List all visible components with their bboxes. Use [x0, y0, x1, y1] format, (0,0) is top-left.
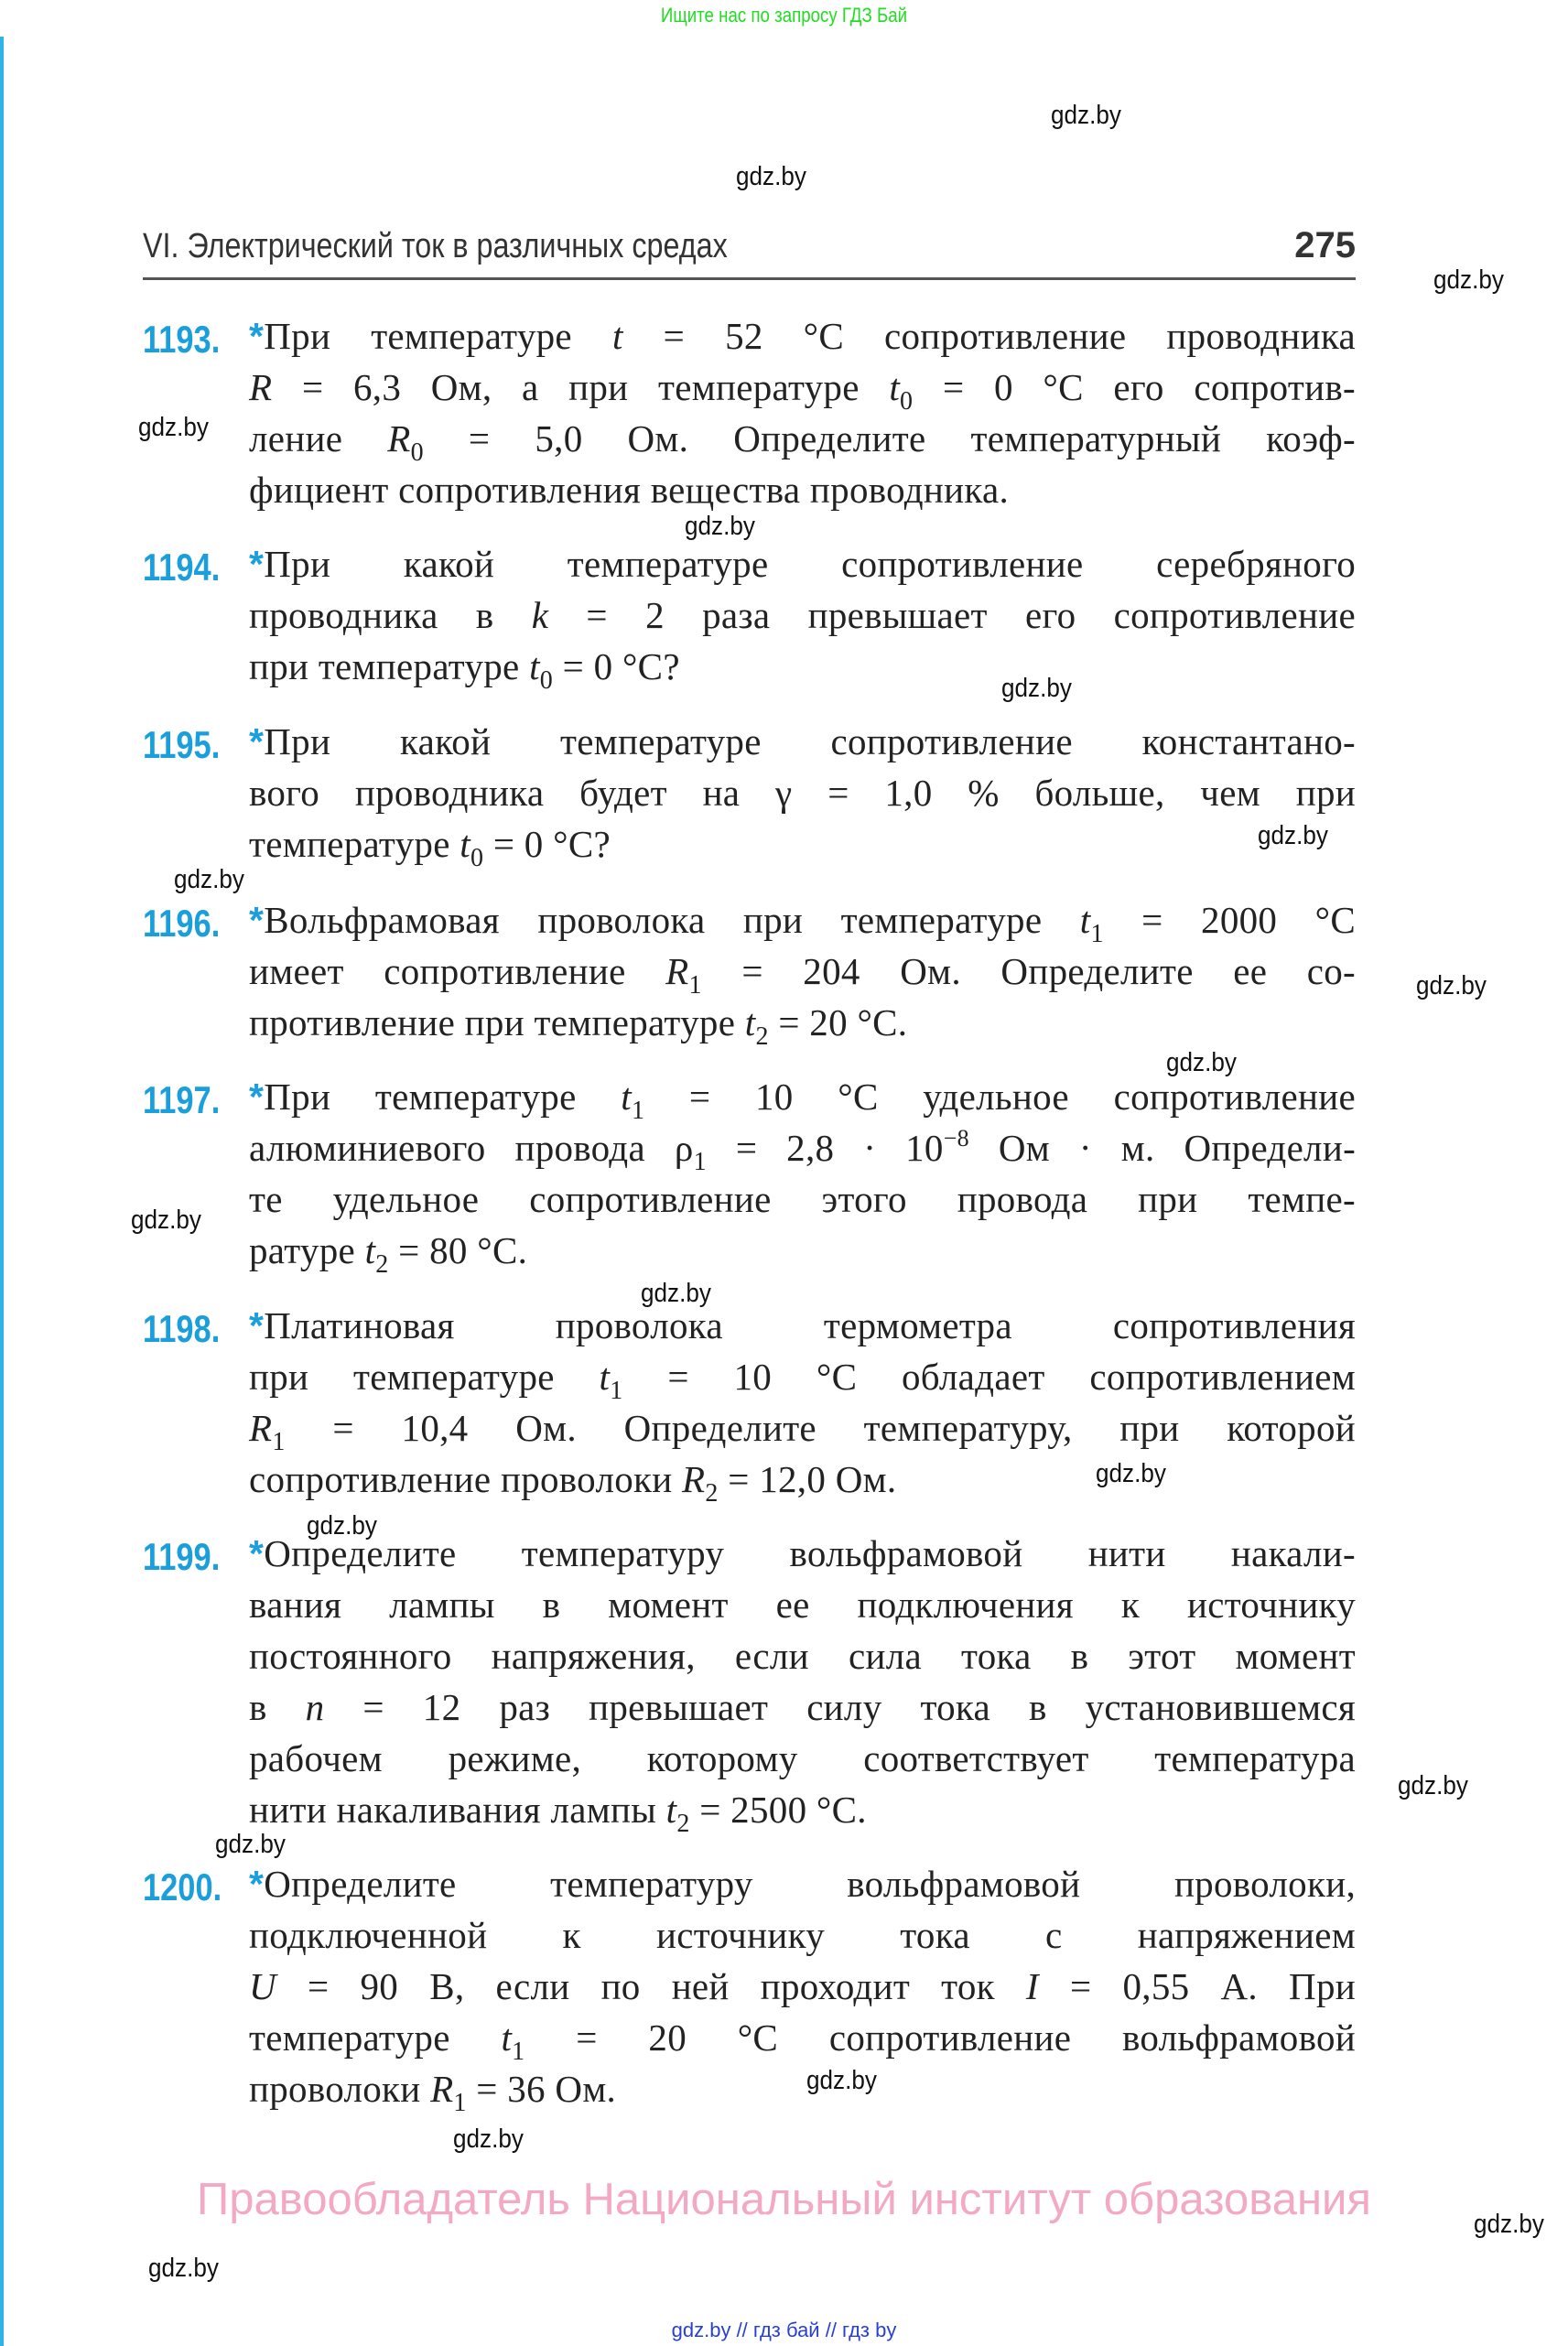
- text-run: при температуре: [249, 1356, 600, 1398]
- text-line: [249, 1964, 1356, 2016]
- watermark-gdz: gdz.by: [1474, 2210, 1544, 2239]
- problem-text: [249, 1075, 1356, 1280]
- text-line: [249, 1075, 1356, 1126]
- asterisk-marker: *: [249, 1863, 265, 1905]
- text-line: [249, 1457, 1356, 1508]
- watermark-gdz: gdz.by: [453, 2124, 524, 2154]
- page-number: 275: [1294, 225, 1356, 265]
- text-run: в: [249, 1686, 306, 1728]
- text-run: При температуре: [264, 1076, 622, 1118]
- subscript: 1: [610, 1377, 623, 1405]
- variable: t: [460, 823, 470, 865]
- text-run: = 2000 °C: [1103, 899, 1356, 941]
- text-run: = 36 Ом.: [466, 2068, 617, 2110]
- variable: t: [529, 645, 540, 687]
- variable: n: [305, 1686, 325, 1728]
- problem-text: [249, 898, 1356, 1052]
- text-line: [249, 2016, 1356, 2067]
- problem-item: [143, 1303, 1356, 1508]
- variable: t: [621, 1076, 632, 1118]
- text-run: = 12 раз превышает силу тока в установившемся: [324, 1686, 1356, 1728]
- watermark-gdz: gdz.by: [685, 512, 755, 541]
- watermark-gdz: gdz.by: [307, 1511, 377, 1541]
- variable: R: [387, 417, 411, 459]
- problem-item: [143, 314, 1356, 519]
- problem-number: 1198.: [143, 1307, 221, 1350]
- text-run: При температуре: [264, 315, 612, 357]
- variable: t: [611, 315, 623, 357]
- subscript: 1: [693, 1148, 707, 1176]
- text-run: = 80 °C.: [388, 1229, 528, 1271]
- superscript: −8: [943, 1125, 969, 1151]
- problem-number: 1193.: [143, 318, 221, 361]
- variable: t: [501, 2016, 513, 2059]
- text-run: = 2500 °C.: [689, 1789, 867, 1831]
- watermark-gdz: gdz.by: [1096, 1459, 1166, 1488]
- text-run: Платиновая проволока термометра сопротивления: [264, 1304, 1356, 1346]
- problem-item: [143, 1862, 1356, 2118]
- problem-number: 1200.: [143, 1865, 222, 1908]
- text-run: рабочем режиме, которому соответствует температура: [249, 1737, 1356, 1779]
- text-line: [249, 1303, 1356, 1355]
- text-line: [249, 1583, 1356, 1634]
- asterisk-marker: *: [249, 1532, 265, 1574]
- text-run: = 0 °C его сопротив-: [913, 366, 1356, 408]
- watermark-gdz: gdz.by: [138, 413, 209, 442]
- text-run: = 52 °C сопротивление проводника: [622, 315, 1357, 357]
- watermark-gdz: gdz.by: [174, 865, 244, 894]
- text-run: алюминиевого провода ρ: [249, 1127, 694, 1169]
- text-line: [249, 1788, 1356, 1839]
- subscript: 1: [272, 1428, 286, 1456]
- text-run: = 10 °C обладает сопротивлением: [622, 1356, 1356, 1398]
- variable: R: [249, 1407, 273, 1449]
- text-line: [249, 1000, 1356, 1052]
- subscript: 2: [676, 1810, 690, 1838]
- text-line: [249, 593, 1356, 644]
- variable: t: [665, 1789, 677, 1831]
- text-run: имеет сопротивление: [249, 950, 666, 992]
- text-run: = 0 °C?: [483, 823, 611, 865]
- text-run: фициент сопротивления вещества проводника.: [249, 469, 1010, 511]
- watermark-gdz: gdz.by: [1051, 101, 1121, 130]
- asterisk-marker: *: [249, 899, 265, 941]
- asterisk-marker: *: [249, 1304, 265, 1346]
- asterisk-marker: *: [249, 1076, 265, 1118]
- problem-text: [249, 314, 1356, 519]
- text-run: = 12,0 Ом.: [718, 1458, 897, 1500]
- text-run: проводника в: [249, 594, 532, 636]
- problem-text: [249, 1531, 1356, 1839]
- problem-number: 1197.: [143, 1078, 221, 1121]
- variable: t: [364, 1229, 376, 1271]
- text-run: подключенной к источнику тока с напряжением: [249, 1914, 1356, 1956]
- variable: R: [249, 366, 273, 408]
- problem-item: [143, 542, 1356, 696]
- text-run: Ом · м. Определи-: [968, 1127, 1357, 1169]
- watermark-gdz: gdz.by: [1001, 674, 1072, 703]
- text-run: = 5,0 Ом. Определите температурный коэф-: [423, 417, 1356, 459]
- watermark-gdz: gdz.by: [131, 1205, 201, 1235]
- text-line: [249, 898, 1356, 949]
- text-run: Определите температуру вольфрамовой нити накали-: [264, 1532, 1356, 1574]
- text-run: те удельное сопротивление этого провода при темпе-: [249, 1178, 1356, 1220]
- text-line: [249, 468, 1356, 519]
- text-run: = 90 В, если по ней проходит ток: [276, 1965, 1026, 2007]
- text-run: При какой температуре сопротивление константано-: [264, 720, 1356, 762]
- watermark-gdz: gdz.by: [1416, 971, 1487, 1000]
- text-run: = 20 °C сопротивление вольфрамовой: [524, 2016, 1357, 2059]
- text-run: = 10 °C удельное сопротивление: [644, 1076, 1357, 1118]
- left-edge-strip: [0, 37, 4, 2346]
- text-line: [249, 1406, 1356, 1457]
- variable: R: [682, 1458, 706, 1500]
- text-run: проволоки: [249, 2068, 431, 2110]
- text-line: [249, 365, 1356, 416]
- problem-number: 1199.: [143, 1535, 221, 1578]
- text-line: [249, 314, 1356, 365]
- watermark-gdz: gdz.by: [148, 2254, 219, 2283]
- subscript: 1: [453, 2089, 467, 2117]
- text-run: температуре: [249, 2016, 502, 2059]
- text-run: противление при температуре: [249, 1001, 745, 1043]
- text-run: температуре: [249, 823, 460, 865]
- variable: t: [599, 1356, 611, 1398]
- problem-number: 1196.: [143, 902, 221, 945]
- asterisk-marker: *: [249, 720, 265, 762]
- subscript: 1: [688, 971, 702, 1000]
- text-line: [249, 1228, 1356, 1280]
- text-run: сопротивление проволоки: [249, 1458, 683, 1500]
- text-line: [249, 949, 1356, 1000]
- text-line: [249, 1531, 1356, 1583]
- variable: t: [1079, 899, 1091, 941]
- problem-text: [249, 719, 1356, 873]
- footer-links[interactable]: gdz.by // гдз бай // гдз by: [671, 2319, 897, 2341]
- text-line: [249, 644, 1356, 696]
- variable: U: [249, 1965, 276, 2007]
- variable: k: [531, 594, 549, 636]
- text-run: = 2 раза превышает его сопротивление: [548, 594, 1357, 636]
- text-run: ление: [249, 417, 388, 459]
- header-divider: [143, 277, 1356, 280]
- variable: t: [889, 366, 901, 408]
- problem-text: [249, 1303, 1356, 1508]
- subscript: 2: [705, 1479, 719, 1508]
- watermark-gdz: gdz.by: [215, 1830, 286, 1859]
- problem-item: [143, 719, 1356, 873]
- text-line: [249, 1177, 1356, 1228]
- text-run: нити накаливания лампы: [249, 1789, 666, 1831]
- subscript: 2: [375, 1250, 389, 1279]
- text-line: [249, 1736, 1356, 1788]
- text-run: постоянного напряжения, если сила тока в этот момент: [249, 1635, 1356, 1677]
- subscript: 1: [631, 1097, 645, 1125]
- watermark-gdz: gdz.by: [806, 2066, 877, 2095]
- text-run: Определите температуру вольфрамовой проволоки,: [264, 1863, 1356, 1905]
- variable: t: [744, 1001, 756, 1043]
- subscript: 0: [539, 666, 554, 695]
- text-run: при температуре: [249, 645, 530, 687]
- text-run: ратуре: [249, 1229, 365, 1271]
- subscript: 0: [410, 438, 424, 467]
- text-line: [249, 1913, 1356, 1964]
- variable: I: [1025, 1965, 1039, 2007]
- text-line: [249, 771, 1356, 822]
- problem-text: [249, 542, 1356, 696]
- text-line: [249, 1862, 1356, 1913]
- problem-item: [143, 1075, 1356, 1280]
- text-run: = 6,3 Ом, а при температуре: [272, 366, 890, 408]
- text-line: [249, 542, 1356, 593]
- watermark-gdz: gdz.by: [1258, 821, 1328, 850]
- watermark-gdz: gdz.by: [1398, 1771, 1468, 1800]
- watermark-gdz: gdz.by: [641, 1279, 711, 1308]
- problem-number: 1194.: [143, 546, 221, 589]
- text-line: [249, 822, 1356, 873]
- text-run: При какой температуре сопротивление серебряного: [264, 543, 1356, 585]
- text-run: = 10,4 Ом. Определите температуру, при которой: [285, 1407, 1356, 1449]
- text-line: [249, 1634, 1356, 1685]
- watermark-gdz: gdz.by: [1433, 265, 1504, 295]
- subscript: 1: [1090, 920, 1104, 948]
- text-line: [249, 719, 1356, 771]
- watermark-gdz: gdz.by: [1166, 1048, 1237, 1077]
- copyright-notice: Правообладатель Национальный институт образования: [197, 2175, 1371, 2224]
- asterisk-marker: *: [249, 315, 265, 357]
- text-line: [249, 2067, 1356, 2118]
- text-line: [249, 1126, 1356, 1177]
- text-run: = 0 °C?: [553, 645, 680, 687]
- text-run: вого проводника будет на γ = 1,0 % больше, чем при: [249, 772, 1356, 814]
- subscript: 0: [900, 387, 914, 416]
- problem-text: [249, 1862, 1356, 2118]
- text-line: [249, 1355, 1356, 1406]
- text-run: вания лампы в момент ее подключения к источнику: [249, 1584, 1356, 1626]
- subscript: 2: [755, 1022, 769, 1051]
- text-run: Вольфрамовая проволока при температуре: [264, 899, 1080, 941]
- top-search-note: Ищите нас по запросу ГДЗ Бай: [660, 4, 908, 27]
- text-line: [249, 1685, 1356, 1736]
- variable: R: [430, 2068, 454, 2110]
- subscript: 0: [470, 844, 484, 872]
- text-run: = 20 °C.: [768, 1001, 908, 1043]
- asterisk-marker: *: [249, 543, 265, 585]
- text-line: [249, 416, 1356, 468]
- text-run: = 0,55 А. При: [1038, 1965, 1357, 2007]
- text-run: = 2,8 · 10: [706, 1127, 944, 1169]
- subscript: 1: [512, 2038, 525, 2066]
- problem-item: [143, 1531, 1356, 1839]
- text-run: = 204 Ом. Определите ее со-: [701, 950, 1356, 992]
- chapter-title: VI. Электрический ток в различных средах: [143, 227, 728, 265]
- variable: R: [665, 950, 689, 992]
- problem-number: 1195.: [143, 723, 221, 766]
- problem-item: [143, 898, 1356, 1052]
- watermark-gdz: gdz.by: [736, 162, 806, 191]
